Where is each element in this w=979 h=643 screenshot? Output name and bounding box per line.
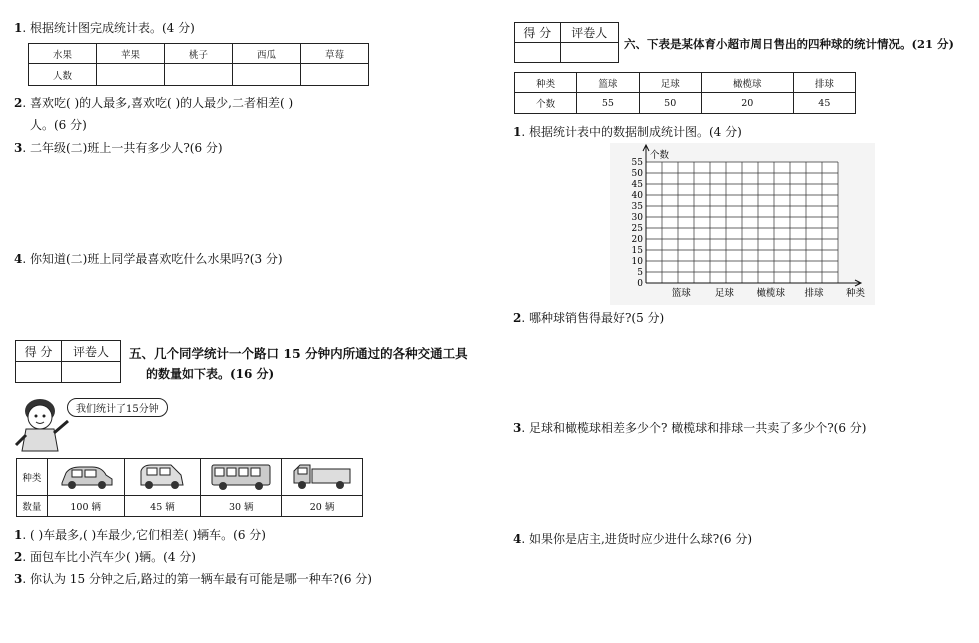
x-axis-label: 种类 bbox=[846, 288, 866, 299]
question-2-line2: 人。(6 分) bbox=[30, 118, 87, 132]
y-tick-label: 45 bbox=[631, 180, 643, 190]
fruit-header-cell: 水果 bbox=[29, 44, 97, 64]
vehicle-bus-cell bbox=[201, 459, 282, 496]
y-tick-label: 10 bbox=[631, 257, 643, 267]
y-tick-label: 0 bbox=[637, 279, 643, 289]
ball-header-cell: 篮球 bbox=[577, 73, 639, 93]
ball-header-cell: 足球 bbox=[639, 73, 701, 93]
score-cell[interactable] bbox=[515, 43, 561, 63]
section-5-question-2: 2. 面包车比小汽车少( )辆。(4 分) bbox=[14, 550, 196, 564]
ball-count: 45 bbox=[793, 93, 855, 114]
score-box-right bbox=[514, 22, 619, 63]
question-2: 2. 喜欢吃( )的人最多,喜欢吃( )的人最少,二者相差( ) bbox=[14, 96, 294, 110]
ball-header-cell: 种类 bbox=[515, 73, 577, 93]
x-category-label: 橄榄球 bbox=[756, 288, 786, 299]
van-icon bbox=[137, 461, 187, 491]
ball-count: 20 bbox=[701, 93, 793, 114]
y-tick-label: 40 bbox=[631, 191, 643, 201]
ball-row-label: 个数 bbox=[515, 93, 577, 114]
ball-table bbox=[514, 72, 856, 114]
question-1: 1. 根据统计图完成统计表。(4 分) bbox=[14, 21, 195, 35]
y-tick-label: 35 bbox=[631, 202, 643, 212]
vehicle-count: 100 辆 bbox=[47, 496, 124, 517]
kind-label: 种类 bbox=[17, 459, 48, 496]
fruit-header-cell: 西瓜 bbox=[233, 44, 301, 64]
section-5-title-line2: 的数量如下表。(16 分) bbox=[146, 367, 275, 381]
x-category-label: 排球 bbox=[804, 288, 824, 299]
section-5-question-3: 3. 你认为 15 分钟之后,路过的第一辆车最有可能是哪一种车?(6 分) bbox=[14, 572, 372, 586]
reviewer-cell[interactable] bbox=[560, 43, 618, 63]
vehicle-count: 20 辆 bbox=[282, 496, 363, 517]
question-3: 3. 二年级(二)班上一共有多少人?(6 分) bbox=[14, 141, 223, 155]
ball-count: 55 bbox=[577, 93, 639, 114]
question-4: 4. 你知道(二)班上同学最喜欢吃什么水果吗?(3 分) bbox=[14, 252, 283, 266]
score-cell[interactable] bbox=[16, 362, 62, 383]
section-6-question-1: 1. 根据统计表中的数据制成统计图。(4 分) bbox=[513, 125, 742, 139]
section-6-title: 六、下表是某体育小超市周日售出的四种球的统计情况。(21 分) bbox=[624, 37, 954, 51]
ball-count: 50 bbox=[639, 93, 701, 114]
y-tick-label: 25 bbox=[631, 224, 643, 234]
vehicle-count: 30 辆 bbox=[201, 496, 282, 517]
blank-bar-chart bbox=[610, 143, 875, 305]
speech-bubble: 我们统计了15分钟 bbox=[67, 398, 168, 417]
ball-header-cell: 排球 bbox=[793, 73, 855, 93]
section-5-title: 五、几个同学统计一个路口 15 分钟内所通过的各种交通工具 bbox=[129, 346, 468, 361]
y-axis-label: 个数 bbox=[650, 150, 670, 161]
section-6-question-4: 4. 如果你是店主,进货时应少进什么球?(6 分) bbox=[513, 532, 753, 546]
fruit-header-cell: 苹果 bbox=[97, 44, 165, 64]
fruit-header-cell: 桃子 bbox=[165, 44, 233, 64]
reviewer-label: 评卷人 bbox=[61, 341, 120, 362]
bus-icon bbox=[209, 461, 273, 491]
vehicle-table bbox=[16, 458, 363, 517]
car-icon bbox=[56, 461, 116, 491]
vehicle-car-cell bbox=[47, 459, 124, 496]
y-tick-label: 5 bbox=[637, 268, 643, 278]
fruit-count-cell[interactable] bbox=[165, 64, 233, 86]
fruit-count-label: 人数 bbox=[29, 64, 97, 86]
x-category-label: 足球 bbox=[714, 288, 734, 299]
score-box-left bbox=[15, 340, 121, 383]
y-tick-label: 15 bbox=[631, 246, 643, 256]
fruit-count-cell[interactable] bbox=[233, 64, 301, 86]
count-label: 数量 bbox=[17, 496, 48, 517]
fruit-table bbox=[28, 43, 369, 86]
section-6-question-3: 3. 足球和橄榄球相差多少个? 橄榄球和排球一共卖了多少个?(6 分) bbox=[513, 421, 867, 435]
ball-header-cell: 橄榄球 bbox=[701, 73, 793, 93]
y-tick-label: 20 bbox=[631, 235, 643, 245]
score-label: 得 分 bbox=[16, 341, 62, 362]
section-6-question-2: 2. 哪种球销售得最好?(5 分) bbox=[513, 311, 665, 325]
x-category-label: 篮球 bbox=[671, 288, 691, 299]
vehicle-truck-cell bbox=[282, 459, 363, 496]
section-5-question-1: 1. ( )车最多,( )车最少,它们相差( )辆车。(6 分) bbox=[14, 528, 266, 542]
score-label: 得 分 bbox=[515, 23, 561, 43]
truck-icon bbox=[290, 461, 354, 491]
fruit-header-cell: 草莓 bbox=[301, 44, 369, 64]
y-tick-label: 30 bbox=[631, 213, 643, 223]
fruit-count-cell[interactable] bbox=[97, 64, 165, 86]
vehicle-count: 45 辆 bbox=[124, 496, 201, 517]
y-tick-label: 55 bbox=[631, 158, 643, 168]
vehicle-van-cell bbox=[124, 459, 201, 496]
reviewer-label: 评卷人 bbox=[560, 23, 618, 43]
reviewer-cell[interactable] bbox=[61, 362, 120, 383]
y-tick-label: 50 bbox=[631, 169, 643, 179]
fruit-count-cell[interactable] bbox=[301, 64, 369, 86]
